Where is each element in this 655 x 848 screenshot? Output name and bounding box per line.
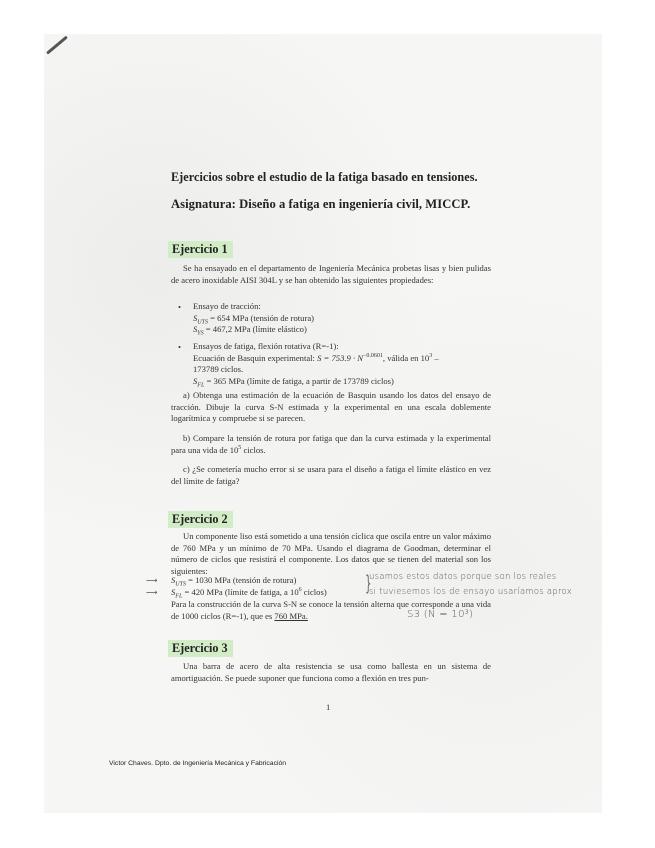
e2-sfl-value-a: = 420 MPa (límite de fatiga, a 10 (182, 587, 299, 597)
e2-sfl-symbol: S (171, 587, 176, 597)
e2-construction-text: Para la construcción de la curva S-N se conoce la tensión alterna que corresponde a una vida de 1000 ciclos (R=-1), que es (171, 599, 491, 621)
basquin-end: – (432, 352, 439, 363)
sys-symbol: S (193, 324, 198, 335)
suts-value: = 654 MPa (tensión de rotura) (207, 312, 315, 323)
page-number: 1 (326, 702, 331, 712)
handwritten-note-2: si tuviesemos los de ensayo usaríamos aprox (369, 586, 572, 596)
question-b-suffix: ciclos. (241, 444, 266, 455)
traccion-title: Ensayo de tracción: (193, 301, 261, 311)
question-b-text: b) Compare la tensión de rotura por fatiga que dan la curva estimada y la experimental para una vida de 10 (171, 433, 491, 455)
basquin-line (193, 353, 493, 365)
document-title: Ejercicios sobre el estudio de la fatiga basado en tensiones. (171, 170, 478, 184)
ejercicio-1-intro-text: Se ha ensayado en el departamento de Ingeniería Mecánica probetas lisas y bien pulidas de acero inoxidable AISI 304L y se han obtenido las siguientes propiedades: (171, 263, 491, 285)
e2-suts-symbol: S (171, 575, 176, 585)
question-a-text: a) Obtenga una estimación de la ecuación de Basquin usando los datos del ensayo de tracción. Dibuje la curva S-N estimada y la experimental en una escala doblemente logarítmica y compruebe si se parecen. (171, 390, 491, 424)
suts-line (193, 313, 493, 325)
handwritten-note-1: usamos estos datos porque son los reales (369, 571, 557, 581)
bullet-icon: • (178, 342, 182, 352)
e2-sfl-sub: FL (175, 593, 183, 600)
sfl-sub: FL (197, 382, 205, 389)
e2-suts-value: = 1030 MPa (tensión de rotura) (185, 575, 297, 585)
ejercicio-3-heading: Ejercicio 3 (168, 640, 233, 657)
suts-sub: UTS (197, 319, 208, 326)
basquin-exp: −0.0601 (363, 352, 383, 359)
document-subtitle: Asignatura: Diseño a fatiga en ingeniería civil, MICCP. (171, 197, 471, 211)
ejercicio-2-intro-text: Un componente liso está sometido a una tensión cíclica que oscila entre un valor máximo de 760 MPa y un mínimo de 70 MPa. Usando el diagrama de Goodman, determinar el número de ciclos que resistirá el componente. Los datos que se tienen del material son los siguientes: (171, 531, 491, 576)
basquin-eq: S = 753.9 · N (317, 352, 363, 363)
handwritten-arrow-icon: ⟶ (146, 576, 158, 585)
sfl-symbol: S (193, 375, 198, 386)
basquin-prefix: Ecuación de Basquin experimental: (193, 352, 318, 363)
ejercicio-3-intro-text: Una barra de acero de alta resistencia se usa como ballesta en un sistema de amortiguación. Se puede suponer que funciona como a flexión en tres pun- (171, 661, 491, 683)
ejercicio-1-traccion (193, 301, 493, 336)
sys-line (193, 324, 493, 336)
ejercicio-3-intro (171, 661, 491, 684)
sfl-value: = 365 MPa (límite de fatiga, a partir de 173789 ciclos) (204, 375, 394, 386)
e2-sfl-value-b: ciclos) (301, 587, 327, 597)
question-b-pow: 5 (238, 444, 242, 451)
e2-construction-value: 760 MPa. (274, 610, 308, 621)
e2-sfl-pow: 6 (298, 587, 302, 594)
basquin-suffix: , válida en 10 (382, 352, 430, 363)
basquin-pow: 3 (429, 352, 433, 359)
handwritten-note-3: S3 (N = 10³) (407, 609, 474, 620)
question-b (171, 433, 491, 456)
question-c-text: c) ¿Se cometería mucho error si se usara para el diseño a fatiga el límite elástico en vez del límite de fatiga? (171, 464, 491, 486)
suts-symbol: S (193, 312, 198, 323)
handwritten-arrow-icon: ⟶ (146, 588, 158, 597)
ejercicio-2-heading: Ejercicio 2 (168, 511, 233, 528)
question-a (171, 390, 491, 425)
sys-sub: YS (197, 330, 204, 337)
ejercicio-1-fatiga (193, 341, 493, 387)
page-footer: Victor Chaves. Dpto. de Ingeniería Mecánica y Fabricación (109, 760, 287, 767)
ejercicio-1-heading: Ejercicio 1 (168, 241, 233, 258)
sys-value: = 467,2 MPa (límite elástico) (203, 324, 307, 335)
question-c (171, 464, 491, 487)
e2-suts-sub: UTS (175, 581, 186, 588)
bullet-icon: • (178, 302, 182, 312)
basquin-line2: 173789 ciclos. (193, 364, 244, 375)
handwritten-brace-icon: } (365, 571, 372, 595)
fatiga-title: Ensayos de fatiga, flexión rotativa (R=-1): (193, 341, 339, 351)
ejercicio-1-intro (171, 263, 491, 286)
sfl-line (193, 376, 493, 388)
